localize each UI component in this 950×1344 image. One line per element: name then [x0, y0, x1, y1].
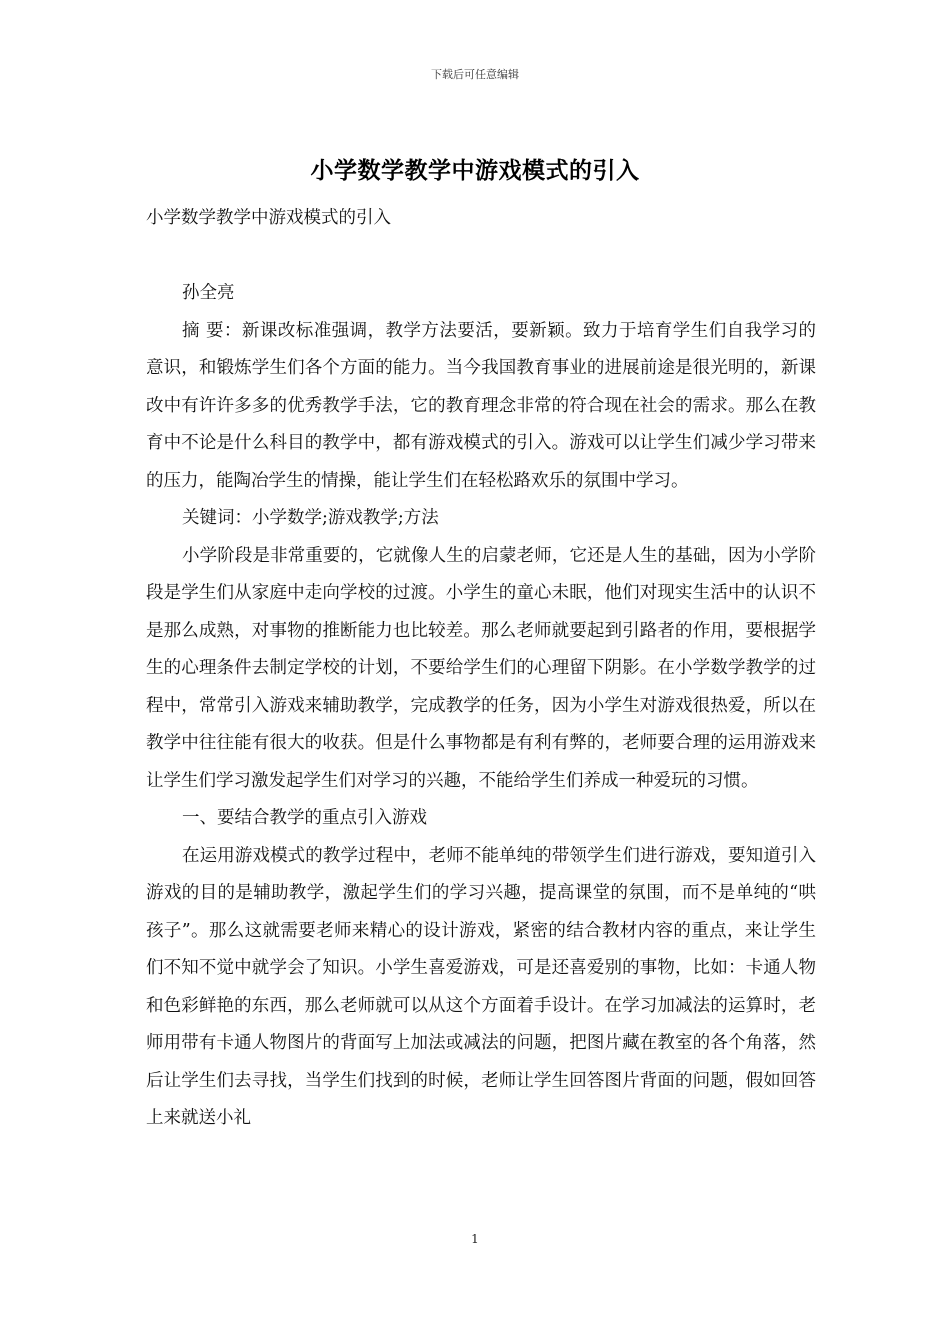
blank-line: [146, 238, 816, 276]
section-paragraph: 在运用游戏模式的教学过程中，老师不能单纯的带领学生们进行游戏，要知道引入游戏的目的是辅助教学，激起学生们的学习兴趣，提高课堂的氛围，而不是单纯的“哄孩子”。那么这就需要老师来精心的设计游戏，紧密的结合教材内容的重点，来让学生们不知不觉中就学会了知识。小学生喜爱游戏，可是还喜爱别的事物，比如：卡通人物和色彩鲜艳的东西，那么老师就可以从这个方面着手设计。在学习加减法的运算时，老师用带有卡通人物图片的背面写上加法或减法的问题，把图片藏在教室的各个角落，然后让学生们去寻找，当学生们找到的时候，老师让学生回答图片背面的问题，假如回答上来就送小礼: [146, 845, 816, 1128]
keywords-line: 关键词：小学数学;游戏教学;方法: [182, 508, 439, 528]
document-subtitle: 小学数学教学中游戏模式的引入: [146, 208, 391, 228]
intro-paragraph: 小学阶段是非常重要的，它就像人生的启蒙老师，它还是人生的基础，因为小学阶段是学生们从家庭中走向学校的过渡。小学生的童心未眠，他们对现实生活中的认识不是那么成熟，对事物的推断能力也比较差。那么老师就要起到引路者的作用，要根据学生的心理条件去制定学校的计划，不要给学生们的心理留下阴影。在小学数学教学的过程中，常常引入游戏来辅助教学，完成教学的任务，因为小学生对游戏很热爱，所以在教学中往往能有很大的收获。但是什么事物都是有利有弊的，老师要合理的运用游戏来让学生们学习激发起学生们对学习的兴趣，不能给学生们养成一种爱玩的习惯。: [146, 545, 816, 791]
page-header: 下载后可任意编辑: [431, 68, 519, 81]
document-title: 小学数学教学中游戏模式的引入: [310, 157, 640, 184]
abstract-paragraph: 摘 要：新课改标准强调，教学方法要活，要新颖。致力于培育学生们自我学习的意识，和锻炼学生们各个方面的能力。当今我国教育事业的进展前途是很光明的，新课改中有许许多多的优秀教学手法，它的教育理念非常的符合现在社会的需求。那么在教育中不论是什么科目的教学中，都有游戏模式的引入。游戏可以让学生们减少学习带来的压力，能陶冶学生的情操，能让学生们在轻松路欢乐的氛围中学习。: [146, 320, 816, 491]
section-heading: 一、要结合教学的重点引入游戏: [182, 808, 427, 828]
document-body: [146, 200, 816, 1138]
author-name: 孙全亮: [182, 283, 235, 303]
page-number: 1: [471, 1232, 479, 1246]
